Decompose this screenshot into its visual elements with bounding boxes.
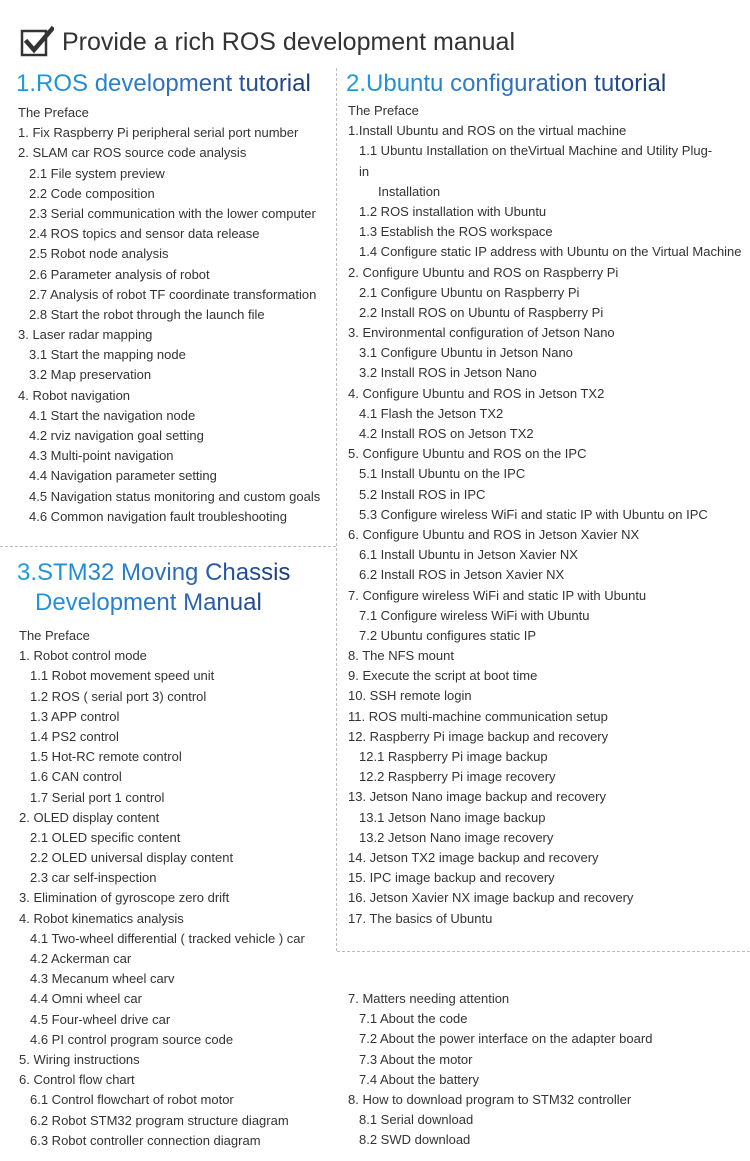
toc-subitem-continuation: Installation (378, 183, 441, 199)
toc-item: 13. Jetson Nano image backup and recovery (348, 789, 606, 805)
toc-subitem: 12.2 Raspberry Pi image recovery (359, 769, 556, 785)
page-title: Provide a rich ROS development manual (62, 27, 516, 56)
toc-subitem: 4.3 Mecanum wheel carv (30, 971, 175, 987)
toc-subitem: 2.1 File system preview (29, 165, 165, 181)
toc-subitem: 1.7 Serial port 1 control (30, 789, 165, 805)
toc-subitem: 3.2 Map preservation (29, 367, 152, 383)
toc-subitem: 2.1 Configure Ubuntu on Raspberry Pi (359, 284, 580, 300)
toc-subitem: 4.6 PI control program source code (30, 1031, 234, 1047)
horizontal-divider-right (337, 951, 750, 952)
toc-item: 15. IPC image backup and recovery (348, 870, 555, 886)
toc-item: 1. Fix Raspberry Pi peripheral serial port number (18, 125, 299, 141)
toc-subitem: 6.2 Robot STM32 program structure diagram (30, 1112, 289, 1128)
toc-item: 5. Wiring instructions (19, 1051, 140, 1067)
toc-subitem: 2.6 Parameter analysis of robot (29, 266, 210, 282)
toc-subitem: 2.5 Robot node analysis (29, 246, 169, 262)
toc-subitem: 1.2 ROS ( serial port 3) control (30, 688, 207, 704)
toc-subitem: 6.1 Control flowchart of robot motor (30, 1092, 234, 1108)
toc-subitem: 3.1 Start the mapping node (29, 347, 186, 363)
toc-item: 1.Install Ubuntu and ROS on the virtual machine (348, 123, 627, 139)
checkbox-check-icon (20, 26, 52, 58)
toc-subitem: 4.4 Navigation parameter setting (29, 468, 217, 484)
toc-item: 16. Jetson Xavier NX image backup and recovery (348, 890, 634, 906)
toc-subitem: 4.1 Flash the Jetson TX2 (359, 405, 504, 421)
toc-subitem: 5.1 Install Ubuntu on the IPC (359, 466, 526, 482)
toc-subitem: 13.1 Jetson Nano image backup (359, 809, 546, 825)
toc-item: 4. Robot navigation (18, 387, 131, 403)
toc-subitem: 4.5 Four-wheel drive car (30, 1011, 171, 1027)
toc-subitem: 6.3 Robot controller connection diagram (30, 1132, 261, 1148)
toc-subitem: 7.3 About the motor (359, 1051, 473, 1067)
toc-subitem: 1.1 Robot movement speed unit (30, 668, 215, 684)
toc-subitem: 1.3 APP control (30, 708, 120, 724)
toc-subitem: 4.6 Common navigation fault troubleshooting (29, 508, 287, 524)
ubuntu-toc-list (348, 101, 743, 929)
toc-subitem: 7.1 Configure wireless WiFi with Ubuntu (359, 607, 590, 623)
toc-subitem: 4.3 Multi-point navigation (29, 448, 174, 464)
toc-subitem: 12.1 Raspberry Pi image backup (359, 749, 548, 765)
toc-item: 17. The basics of Ubuntu (348, 910, 493, 926)
toc-subitem: 2.2 OLED universal display content (30, 850, 234, 866)
page-header (20, 22, 515, 62)
stm32-toc-list-continued (348, 989, 652, 1151)
toc-subitem: 6.1 Install Ubuntu in Jetson Xavier NX (359, 547, 578, 563)
toc-item: 6. Configure Ubuntu and ROS in Jetson Xavier NX (348, 526, 640, 542)
toc-subitem: 2.2 Code composition (29, 185, 155, 201)
toc-item: 12. Raspberry Pi image backup and recovery (348, 728, 609, 744)
toc-subitem: 5.3 Configure wireless WiFi and static IP with Ubuntu on IPC (359, 506, 708, 522)
toc-subitem: 1.5 Hot-RC remote control (30, 749, 182, 765)
toc-subitem: 1.6 CAN control (30, 769, 122, 785)
horizontal-divider-left (0, 546, 336, 547)
toc-item: 2. SLAM car ROS source code analysis (18, 145, 247, 161)
toc-item: 5. Configure Ubuntu and ROS on the IPC (348, 446, 587, 462)
toc-subitem: 2.3 car self-inspection (30, 870, 157, 886)
ros-toc-list (18, 103, 320, 527)
toc-subitem: 2.2 Install ROS on Ubuntu of Raspberry Pi (359, 304, 604, 320)
toc-subitem: 2.4 ROS topics and sensor data release (29, 226, 260, 242)
ubuntu-section-title: 2.Ubuntu configuration tutorial (346, 70, 667, 97)
toc-subitem: 2.1 OLED specific content (30, 829, 181, 845)
toc-item: The Preface (348, 103, 419, 118)
toc-item: 3. Elimination of gyroscope zero drift (19, 890, 230, 906)
toc-subitem: 1.4 PS2 control (30, 728, 119, 744)
toc-subitem: 7.2 Ubuntu configures static IP (359, 627, 537, 643)
toc-subitem-line: 1.1 Ubuntu Installation on theVirtual Machine and Utility Plug-in (359, 143, 713, 179)
toc-item: 14. Jetson TX2 image backup and recovery (348, 849, 599, 865)
toc-subitem: 4.4 Omni wheel car (30, 991, 142, 1007)
toc-subitem: 2.7 Analysis of robot TF coordinate transformation (29, 286, 317, 302)
toc-item: 7. Configure wireless WiFi and static IP with Ubuntu (348, 587, 647, 603)
toc-item: 11. ROS multi-machine communication setup (348, 708, 608, 724)
toc-item: 2. OLED display content (19, 809, 160, 825)
toc-subitem: 6.2 Install ROS in Jetson Xavier NX (359, 567, 565, 583)
toc-item: 4. Robot kinematics analysis (19, 910, 184, 926)
toc-item: 1. Robot control mode (19, 648, 147, 664)
toc-subitem: 7.4 About the battery (359, 1071, 479, 1087)
ros-section-title: 1.ROS development tutorial (16, 70, 311, 97)
toc-item: 3. Laser radar mapping (18, 327, 153, 343)
toc-subitem: 13.2 Jetson Nano image recovery (359, 829, 554, 845)
toc-subitem: 3.2 Install ROS in Jetson Nano (359, 365, 537, 381)
toc-item: 6. Control flow chart (19, 1072, 135, 1088)
toc-subitem: 4.1 Two-wheel differential ( tracked vehicle ) car (30, 930, 305, 946)
toc-item: 4. Configure Ubuntu and ROS in Jetson TX2 (348, 385, 605, 401)
toc-item: The Preface (19, 628, 90, 643)
toc-subitem: 1.2 ROS installation with Ubuntu (359, 203, 547, 219)
toc-subitem: 4.2 rviz navigation goal setting (29, 428, 204, 443)
toc-item: 3. Environmental configuration of Jetson Nano (348, 325, 615, 341)
stm32-title-line1: 3.STM32 Moving Chassis (17, 559, 291, 586)
toc-subitem: 7.1 About the code (359, 1011, 468, 1027)
toc-subitem: 2.3 Serial communication with the lower computer (29, 205, 316, 221)
toc-item: 7. Matters needing attention (348, 991, 510, 1006)
toc-subitem: 7.2 About the power interface on the adapter board (359, 1031, 653, 1047)
stm32-toc-list (19, 626, 305, 1151)
toc-subitem: 5.2 Install ROS in IPC (359, 486, 486, 502)
toc-subitem: 3.1 Configure Ubuntu in Jetson Nano (359, 345, 573, 361)
toc-subitem: 1.4 Configure static IP address with Ubuntu on the Virtual Machine (359, 244, 742, 260)
toc-subitem (348, 141, 719, 202)
toc-subitem: 4.1 Start the navigation node (29, 407, 196, 423)
toc-subitem: 4.2 Install ROS on Jetson TX2 (359, 426, 534, 442)
vertical-divider (336, 68, 337, 951)
toc-item: 10. SSH remote login (348, 688, 472, 704)
toc-item: 8. How to download program to STM32 controller (348, 1091, 632, 1107)
toc-subitem: 8.1 Serial download (359, 1112, 474, 1128)
stm32-section-title (17, 558, 290, 618)
toc-item: The Preface (18, 105, 89, 120)
toc-subitem: 4.5 Navigation status monitoring and custom goals (29, 488, 321, 504)
toc-subitem: 1.3 Establish the ROS workspace (359, 224, 553, 240)
toc-subitem: 2.8 Start the robot through the launch file (29, 306, 265, 322)
toc-item: 9. Execute the script at boot time (348, 668, 538, 684)
stm32-title-line2: Development Manual (35, 589, 262, 616)
toc-item: 2. Configure Ubuntu and ROS on Raspberry Pi (348, 264, 619, 280)
toc-subitem: 4.2 Ackerman car (30, 951, 132, 966)
toc-subitem: 8.2 SWD download (359, 1132, 471, 1148)
toc-item: 8. The NFS mount (348, 648, 454, 664)
